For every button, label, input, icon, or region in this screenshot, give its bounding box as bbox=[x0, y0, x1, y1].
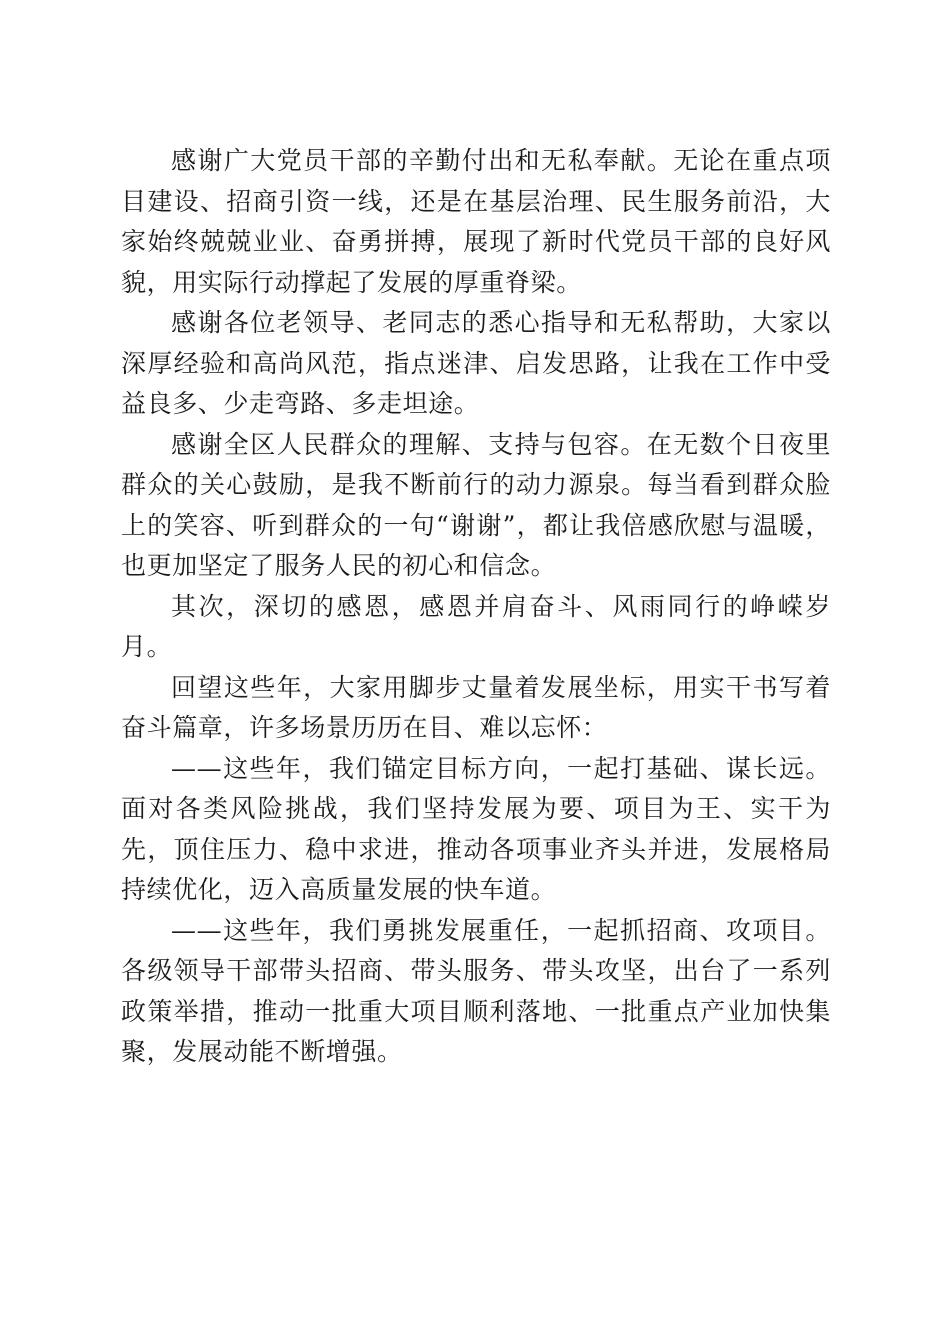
paragraph-looking-back: 回望这些年，大家用脚步丈量着发展坐标，用实干书写着奋斗篇章，许多场景历历在目、难以忘怀： bbox=[121, 672, 831, 742]
paragraph-these-years-investment: ——这些年，我们勇挑发展重任，一起抓招商、攻项目。各级领导干部带头招商、带头服务、带头攻坚，出台了一系列政策举措，推动一批重大项目顺利落地、一批重点产业加快集聚，发展动能不断增强。 bbox=[121, 915, 831, 1066]
paragraph-these-years-goals: ——这些年，我们锚定目标方向，一起打基础、谋长远。面对各类风险挑战，我们坚持发展为要、项目为王、实干为先，顶住压力、稳中求进，推动各项事业齐头并进，发展格局持续优化，迈入高质量发展的快车道。 bbox=[121, 753, 831, 904]
paragraph-thanks-cadres: 感谢广大党员干部的辛勤付出和无私奉献。无论在重点项目建设、招商引资一线，还是在基层治理、民生服务前沿，大家始终兢兢业业、奋勇拼搏，展现了新时代党员干部的良好风貌，用实际行动撑起了发展的厚重脊梁。 bbox=[121, 146, 831, 297]
document-body bbox=[121, 141, 831, 1073]
paragraph-thanks-veterans: 感谢各位老领导、老同志的悉心指导和无私帮助，大家以深厚经验和高尚风范，指点迷津、启发思路，让我在工作中受益良多、少走弯路、多走坦途。 bbox=[121, 308, 831, 418]
paragraph-thanks-people: 感谢全区人民群众的理解、支持与包容。在无数个日夜里群众的关心鼓励，是我不断前行的动力源泉。每当看到群众脸上的笑容、听到群众的一句“谢谢”，都让我倍感欣慰与温暖，也更加坚定了服务人民的初心和信念。 bbox=[121, 429, 831, 580]
paragraph-gratitude-years: 其次，深切的感恩，感恩并肩奋斗、风雨同行的峥嵘岁月。 bbox=[121, 591, 831, 661]
